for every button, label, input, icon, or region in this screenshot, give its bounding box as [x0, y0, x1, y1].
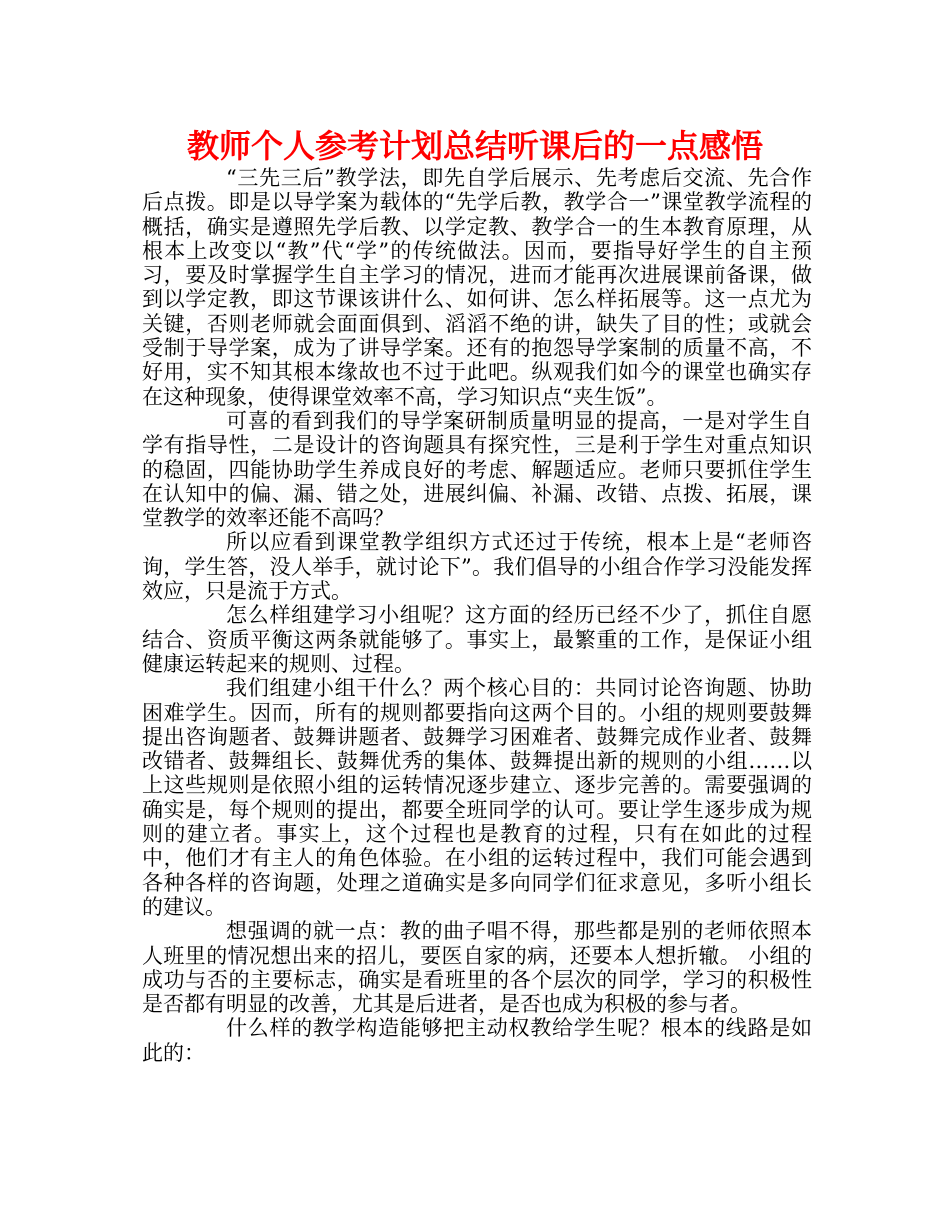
paragraph-3: 所以应看到课堂教学组织方式还过于传统，根本上是“老师咨询，学生答，没人举手，就讨论下”。我们倡导的小组合作学习没能发挥效应，只是流于方式。: [142, 530, 812, 604]
paragraph-1: “三先三后”教学法，即先自学后展示、先考虑后交流、先合作后点拨。即是以导学案为载体的“先学后教，教学合一”课堂教学流程的概括，确实是遵照先学后教、以学定教、教学合一的生本教育原理，从根本上改变以“教”代“学”的传统做法。因而，要指导好学生的自主预习，要及时掌握学生自主学习的情况，进而才能再次进展课前备课，做到以学定教，即这节课该讲什么、如何讲、怎么样拓展等。这一点尤为关键，否则老师就会面面俱到、滔滔不绝的讲，缺失了目的性；或就会受制于导学案，成为了讲导学案。还有的抱怨导学案制的质量不高，不好用，实不知其根本缘故也不过于此吧。纵观我们如今的课堂也确实存在这种现象，使得课堂效率不高，学习知识点“夹生饭”。: [142, 166, 812, 409]
paragraph-6: 想强调的就一点：教的曲子唱不得，那些都是别的老师依照本人班里的情况想出来的招儿，要医自家的病，还要本人想折辙。 小组的成功与否的主要标志，确实是看班里的各个层次的同学，学习的积极性是否都有明显的改善，尤其是后进者，是否也成为积极的参与者。: [142, 919, 812, 1017]
document-title: 教师个人参考计划总结听课后的一点感悟: [186, 127, 763, 165]
document-body: [142, 166, 812, 1065]
paragraph-4: 怎么样组建学习小组呢？这方面的经历已经不少了，抓住自愿结合、资质平衡这两条就能够了。事实上，最繁重的工作，是保证小组健康运转起来的规则、过程。: [142, 603, 812, 676]
paragraph-2: 可喜的看到我们的导学案研制质量明显的提高，一是对学生自学有指导性，二是设计的咨询题具有探究性，三是利于学生对重点知识的稳固，四能协助学生养成良好的考虑、解题适应。老师只要抓住学生在认知中的偏、漏、错之处，进展纠偏、补漏、改错、点拨、拓展，课堂教学的效率还能不高吗？: [142, 408, 812, 531]
paragraph-7: 什么样的教学构造能够把主动权教给学生呢？根本的线路是如此的：: [142, 1016, 812, 1065]
paragraph-5: 我们组建小组干什么？两个核心目的：共同讨论咨询题、协助困难学生。因而，所有的规则都要指向这两个目的。小组的规则要鼓舞提出咨询题者、鼓舞讲题者、鼓舞学习困难者、鼓舞完成作业者、鼓舞改错者、鼓舞组长、鼓舞优秀的集体、鼓舞提出新的规则的小组……以上这些规则是依照小组的运转情况逐步建立、逐步完善的。需要强调的确实是，每个规则的提出，都要全班同学的认可。要让学生逐步成为规则的建立者。事实上，这个过程也是教育的过程，只有在如此的过程中，他们才有主人的角色体验。在小组的运转过程中，我们可能会遇到各种各样的咨询题，处理之道确实是多向同学们征求意见，多听小组长的建议。: [142, 676, 812, 919]
